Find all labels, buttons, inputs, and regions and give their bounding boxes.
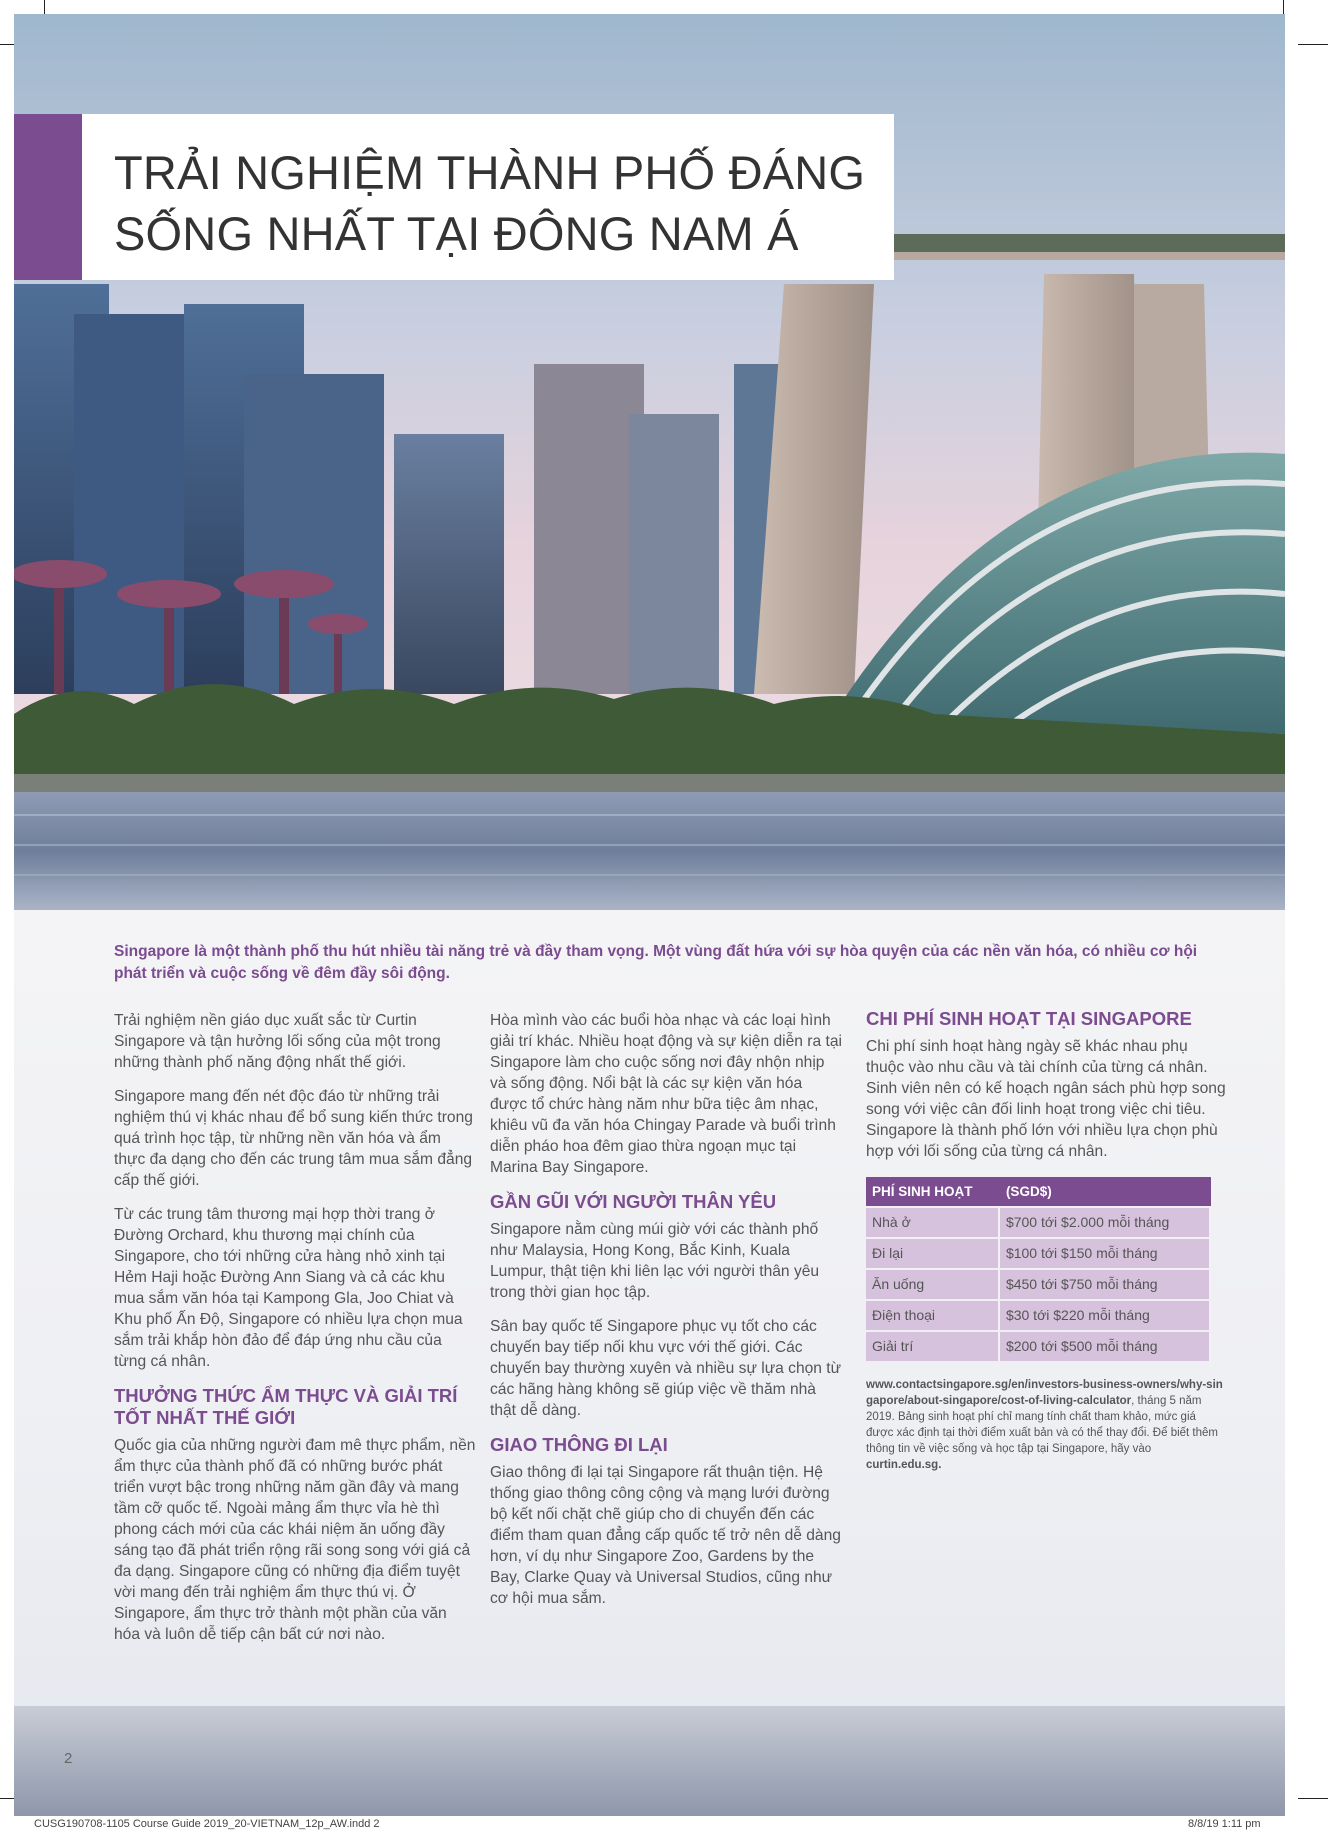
source-note xyxy=(866,1377,1226,1473)
col1-paragraph-1: Trải nghiệm nền giáo dục xuất sắc từ Curtin Singapore và tận hưởng lối sống của một trong những thành phố năng động nhất thế giới. xyxy=(114,1012,441,1071)
table-row xyxy=(866,1332,1211,1361)
table-cell: $200 tới $500 mỗi tháng xyxy=(1000,1332,1211,1361)
column-1 xyxy=(114,1010,476,1658)
col2-paragraph-1: Hòa mình vào các buổi hòa nhạc và các loại hình giải trí khác. Nhiều hoạt động và sự kiện diễn ra tại Singapore làm cho cuộc sống nơi đây nhộn nhịp và sống động. Nổi bật là các sự kiện văn hóa được tổ chức hàng năm như bữa tiệc âm nhạc, khiêu vũ đa văn hóa Chingay Parade và buổi trình diễn pháo hoa đêm giao thừa ngoạn mục tại Marina Bay Singapore. xyxy=(490,1012,842,1176)
table-row xyxy=(866,1270,1211,1299)
crop-mark xyxy=(1298,1798,1328,1799)
lead-paragraph: Singapore là một thành phố thu hút nhiều tài năng trẻ và đầy tham vọng. Một vùng đất hứa với sự hòa quyện của các nền văn hóa, có nhiều cơ hội phát triển và cuộc sống về đêm đầy sôi động. xyxy=(114,943,1198,982)
table-cell: $450 tới $750 mỗi tháng xyxy=(1000,1270,1211,1299)
page-title xyxy=(114,142,884,264)
heading-transport: GIAO THÔNG ĐI LẠI xyxy=(490,1434,668,1455)
print-slug-left: CUSG190708-1105 Course Guide 2019_20-VIETNAM_12p_AW.indd 2 xyxy=(34,1818,380,1830)
table-row xyxy=(866,1239,1211,1268)
table-cell: Giải trí xyxy=(866,1332,1000,1361)
column-2 xyxy=(490,1010,842,1622)
col1-paragraph-2: Singapore mang đến nét độc đáo từ những trải nghiệm thú vị khác nhau để bổ sung kiến thức trong quá trình học tập, từ những nền văn hóa và ẩm thực đa dạng cho đến các trung tâm mua sắm đẳng cấp thế giới. xyxy=(114,1088,473,1189)
crop-mark xyxy=(1298,44,1328,45)
table-header-cell: PHÍ SINH HOẠT xyxy=(866,1177,1000,1206)
col1-paragraph-4: Quốc gia của những người đam mê thực phẩm, nền ẩm thực của thành phố đã có những bước phát triển vượt bậc trong những năm gần đây và mang tầm cỡ quốc tế. Ngoài mảng ẩm thực vỉa hè thì phong cách mới của các khái niệm ăn uống đầy sáng tạo đã phát triển rộng rãi song song với giá cả đa dạng. Singapore cũng có những địa điểm tuyệt vời mang đến trải nghiệm ẩm thực thú vị. Ở Singapore, ẩm thực trở thành một phần của văn hóa và luôn dễ tiếp cận bất cứ nơi nào. xyxy=(114,1437,476,1643)
table-row xyxy=(866,1301,1211,1330)
table-cell: $700 tới $2.000 mỗi tháng xyxy=(1000,1208,1211,1237)
page-number: 2 xyxy=(64,1750,73,1767)
table-cell: Đi lại xyxy=(866,1239,1000,1268)
table-header-cell: (SGD$) xyxy=(1000,1177,1211,1206)
curtin-website-link[interactable]: curtin.edu.sg. xyxy=(866,1459,942,1471)
col2-paragraph-4: Giao thông đi lại tại Singapore rất thuận tiện. Hệ thống giao thông công cộng và mạng lưới đường bộ kết nối chặt chẽ giúp cho di chuyển đến các điểm tham quan đẳng cấp quốc tế trở nên dễ dàng hơn, ví dụ như Singapore Zoo, Gardens by the Bay, Clarke Quay và Universal Studios, cũng như cơ hội mua sắm. xyxy=(490,1464,841,1607)
col2-paragraph-2: Singapore nằm cùng múi giờ với các thành phố như Malaysia, Hong Kong, Bắc Kinh, Kuala Lumpur, thật tiện khi liên lạc với người thân yêu trong thời gian học tập. xyxy=(490,1221,820,1301)
table-cell: Nhà ở xyxy=(866,1208,1000,1237)
print-slug-right: 8/8/19 1:11 pm xyxy=(1188,1818,1261,1830)
table-header-row xyxy=(866,1177,1211,1206)
table-cell: $30 tới $220 mỗi tháng xyxy=(1000,1301,1211,1330)
cost-of-living-table xyxy=(866,1175,1211,1363)
water-reflection-strip xyxy=(14,1706,1285,1816)
col1-paragraph-3: Từ các trung tâm thương mại hợp thời trang ở Đường Orchard, khu thương mại chính của Singapore, cho tới những cửa hàng nhỏ xinh tại Hẻm Haji hoặc Đường Ann Siang và cả các khu mua sắm văn hóa tại Kampong Gla, Joo Chiat và Khu phố Ấn Độ, Singapore có nhiều lựa chọn mua sắm trải khắp hòn đảo để đáp ứng nhu cầu của từng cá nhân. xyxy=(114,1206,463,1370)
col2-paragraph-3: Sân bay quốc tế Singapore phục vụ tốt cho các chuyến bay tiếp nối khu vực với thế giới. Các chuyến bay thường xuyên và nhiều sự lựa chọn từ các hãng hàng không sẽ giúp việc về thăm nhà thật dễ dàng. xyxy=(490,1318,842,1419)
source-note-text: , tháng 5 năm 2019. Bảng sinh hoạt phí chỉ mang tính chất tham khảo, mức giá được xác định tại thời điểm xuất bản và có thể thay đổi. Để biết thêm thông tin về việc sống và học tập tại Singapore, hãy vào xyxy=(866,1395,1218,1455)
title-accent-bar xyxy=(14,114,82,280)
table-row xyxy=(866,1208,1211,1237)
table-cell: Ăn uống xyxy=(866,1270,1000,1299)
heading-food-entertainment: THƯỞNG THỨC ẨM THỰC VÀ GIẢI TRÍ TỐT NHẤT THẾ GIỚI xyxy=(114,1385,458,1428)
title-box xyxy=(14,114,894,280)
heading-cost-of-living: CHI PHÍ SINH HOẠT TẠI SINGAPORE xyxy=(866,1008,1192,1029)
table-cell: Điện thoại xyxy=(866,1301,1000,1330)
source-link[interactable]: www.contactsingapore.sg/en/investors-business-owners/why-singapore/about-singapore/cost-of-living-calculator xyxy=(866,1379,1223,1407)
column-3 xyxy=(866,1008,1226,1486)
title-line-2: SỐNG NHẤT TẠI ĐÔNG NAM Á xyxy=(114,207,799,260)
table-cell: $100 tới $150 mỗi tháng xyxy=(1000,1239,1211,1268)
heading-close-to-family: GẦN GŨI VỚI NGƯỜI THÂN YÊU xyxy=(490,1191,777,1212)
col3-paragraph-1: Chi phí sinh hoạt hàng ngày sẽ khác nhau phụ thuộc vào nhu cầu và tài chính của từng cá nhân. Sinh viên nên có kế hoạch ngân sách phù hợp song song với việc cân đối linh hoạt trong việc chi tiêu. Singapore là thành phố lớn với nhiều lựa chọn phù hợp với lối sống của từng cá nhân. xyxy=(866,1038,1226,1160)
title-line-1: TRẢI NGHIỆM THÀNH PHỐ ĐÁNG xyxy=(114,146,866,199)
